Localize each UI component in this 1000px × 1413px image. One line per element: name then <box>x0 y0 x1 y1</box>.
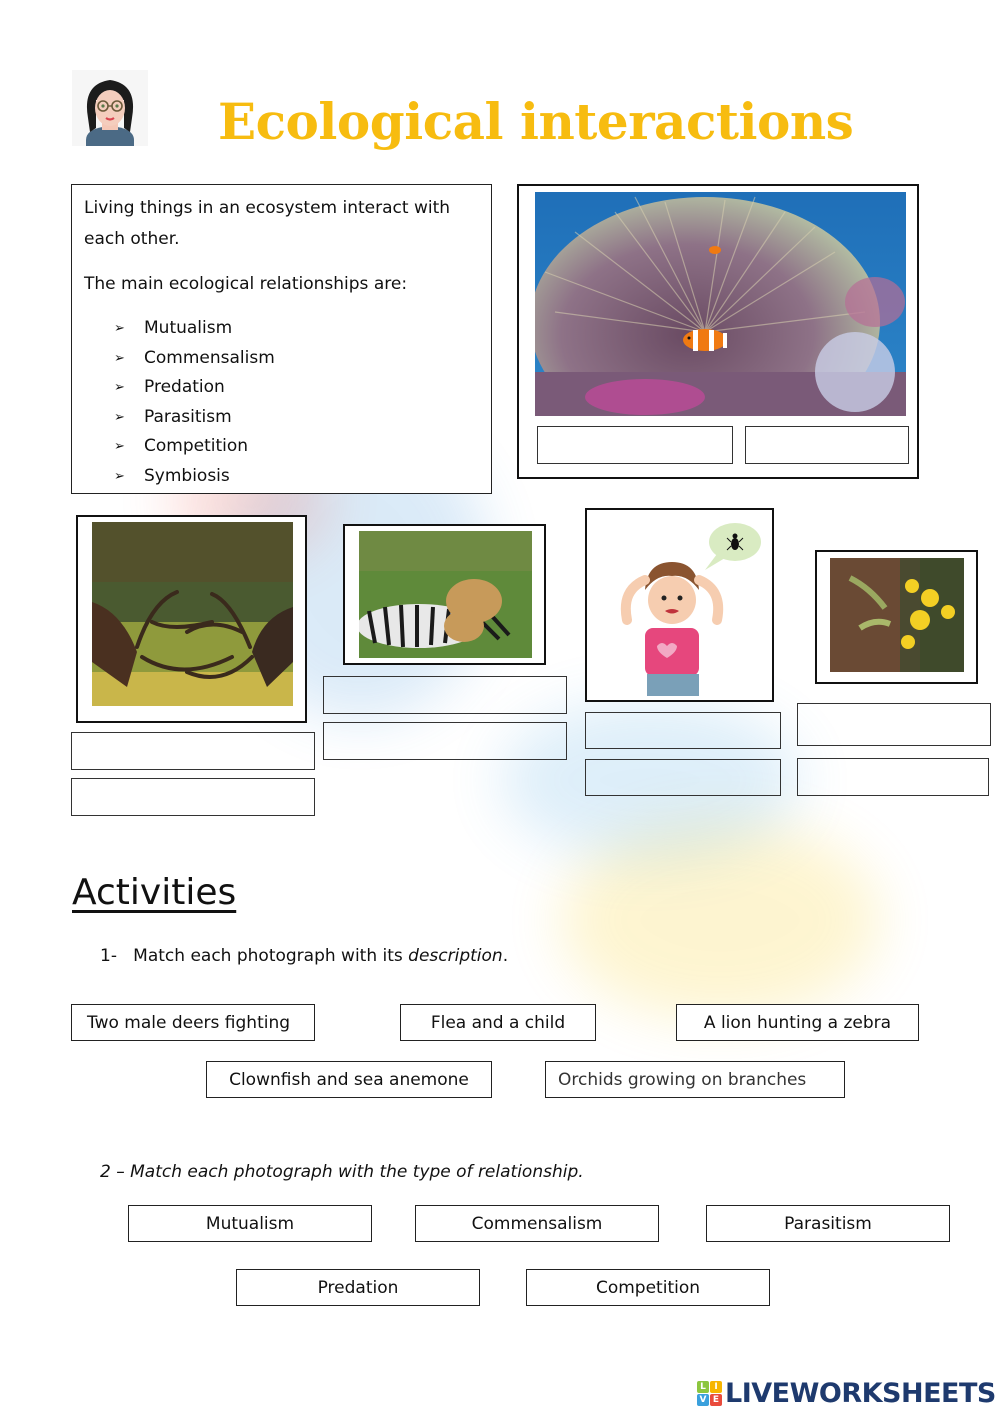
description-chip-clownfish[interactable]: Clownfish and sea anemone <box>206 1061 492 1098</box>
list-item: ➢ Predation <box>114 373 479 403</box>
deer-photo <box>92 522 293 706</box>
lion-zebra-photo <box>359 531 532 658</box>
arrow-bullet-icon: ➢ <box>114 409 125 425</box>
task-2-instruction: 2 – Match each photograph with the type of relationship. <box>100 1162 584 1182</box>
orchid-photo <box>830 558 964 672</box>
intro-paragraph-2: The main ecological relationships are: <box>84 274 408 294</box>
relationship-chip-competition[interactable]: Competition <box>526 1269 770 1306</box>
relationship-list <box>84 314 479 492</box>
flea-child-answer-box-1[interactable] <box>585 712 781 749</box>
list-item: ➢ Symbiosis <box>114 462 479 492</box>
intro-paragraph-1: Living things in an ecosystem interact with each other. <box>84 198 451 249</box>
deer-answer-box-1[interactable] <box>71 732 315 770</box>
list-item: ➢ Competition <box>114 432 479 462</box>
task-1-instruction: 1- Match each photograph with its description. <box>100 946 509 966</box>
logo-tiles-icon: L I V E <box>697 1381 722 1406</box>
description-chip-lion[interactable]: A lion hunting a zebra <box>676 1004 919 1041</box>
logo-wordmark: LIVEWORKSHEETS <box>725 1378 996 1409</box>
arrow-bullet-icon: ➢ <box>114 380 125 396</box>
orchid-answer-box-2[interactable] <box>797 758 989 796</box>
clownfish-photo <box>535 192 906 416</box>
list-item: ➢ Mutualism <box>114 314 479 344</box>
watermark-yellow <box>560 820 880 1020</box>
page-title: Ecological interactions <box>218 92 854 151</box>
arrow-bullet-icon: ➢ <box>114 439 125 455</box>
orchid-answer-box-1[interactable] <box>797 703 991 746</box>
flea-child-illustration <box>587 510 772 700</box>
deer-answer-box-2[interactable] <box>71 778 315 816</box>
description-chip-deer[interactable]: Two male deers fighting <box>71 1004 315 1041</box>
activities-heading: Activities <box>72 872 237 913</box>
relationship-chip-mutualism[interactable]: Mutualism <box>128 1205 372 1242</box>
arrow-bullet-icon: ➢ <box>114 468 125 484</box>
lion-zebra-answer-box-1[interactable] <box>323 676 567 714</box>
liveworksheets-logo <box>697 1378 996 1409</box>
intro-text-box <box>71 184 492 494</box>
flea-child-answer-box-2[interactable] <box>585 759 781 796</box>
relationship-chip-predation[interactable]: Predation <box>236 1269 480 1306</box>
clownfish-answer-box-1[interactable] <box>537 426 733 464</box>
teacher-avatar <box>72 70 148 146</box>
arrow-bullet-icon: ➢ <box>114 350 125 366</box>
description-chip-flea[interactable]: Flea and a child <box>400 1004 596 1041</box>
relationship-chip-commensalism[interactable]: Commensalism <box>415 1205 659 1242</box>
relationship-chip-parasitism[interactable]: Parasitism <box>706 1205 950 1242</box>
list-item: ➢ Commensalism <box>114 344 479 374</box>
clownfish-answer-box-2[interactable] <box>745 426 909 464</box>
arrow-bullet-icon: ➢ <box>114 321 125 336</box>
lion-zebra-answer-box-2[interactable] <box>323 722 567 760</box>
description-chip-orchid[interactable]: Orchids growing on branches <box>545 1061 845 1098</box>
list-item: ➢ Parasitism <box>114 403 479 433</box>
